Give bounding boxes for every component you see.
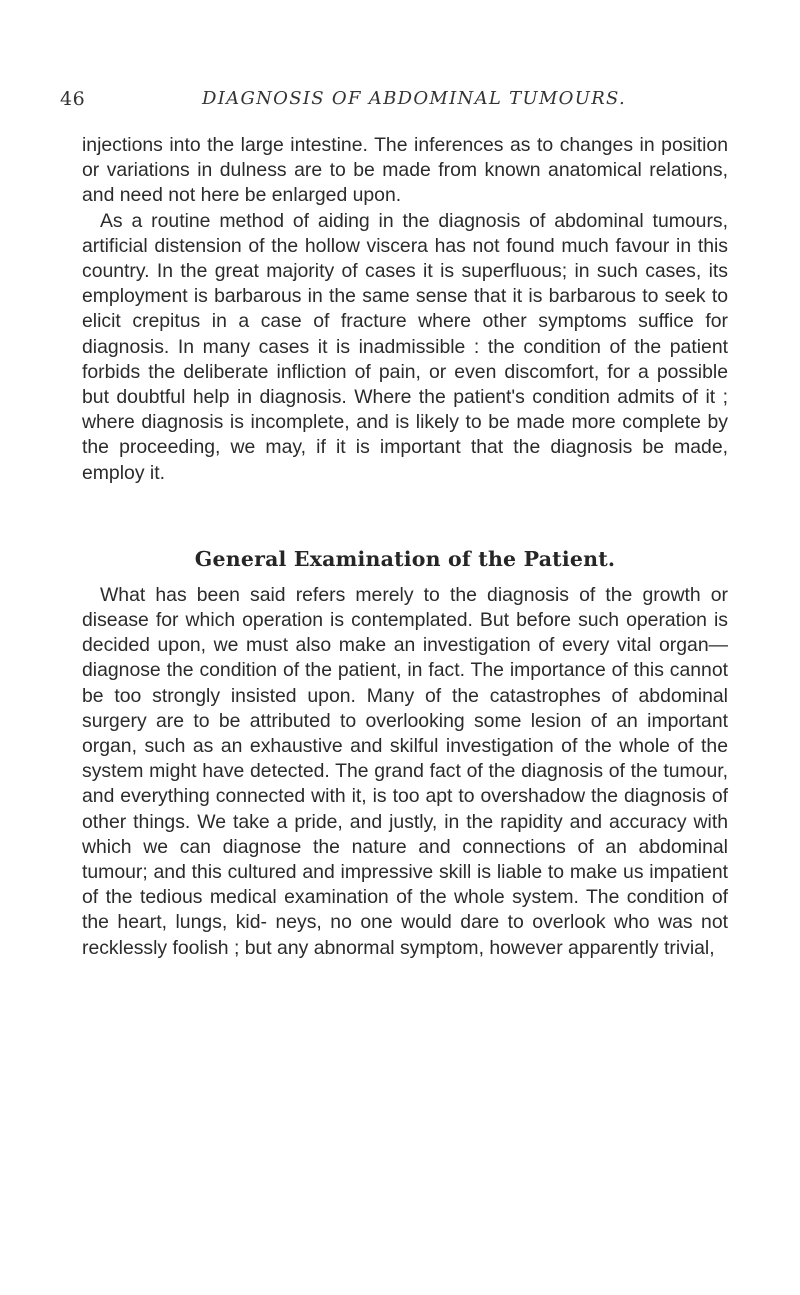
running-head — [60, 88, 728, 116]
book-page — [60, 88, 728, 961]
paragraph-continued: injections into the large intestine. The inferences as to changes in position or variations in dulness are to be made from known anatomical relations, and need not here be enlarged upon. — [82, 134, 728, 207]
paragraph-general-examination: What has been said refers merely to the diagnosis of the growth or disease for which operation is contemplated. But before such operation is decided upon, we must also make an investigation of every vital organ—diagnose the condition of the patient, in fact. The importance of this cannot be too strongly insisted upon. Many of the catastrophes of abdominal surgery are to be attributed to overlooking some lesion of an important organ, such as an exhaustive and skilful investigation of the whole of the system might have detected. The grand fact of the diagnosis of the tumour, and everything connected with it, is too apt to overshadow the diagnosis of other things. We take a pride, and justly, in the rapidity and accuracy with which we can diagnose the nature and connections of an abdominal tumour; and this cultured and impressive skill is liable to make us impatient of the tedious medical examination of the whole system. The condition of the heart, lungs, kid- neys, no one would dare to overlook who was not recklessly foolish ; but any abnormal symptom, however apparently trivial, — [82, 583, 728, 959]
section-heading: General Examination of the Patient. — [194, 546, 616, 571]
running-title: DIAGNOSIS OF ABDOMINAL TUMOURS. — [202, 88, 627, 109]
page-number: 46 — [60, 88, 86, 110]
paragraph-artificial-distension: As a routine method of aiding in the diagnosis of abdominal tumours, artificial distension of the hollow viscera has not found much favour in this country. In the great majority of cases it is superfluous; in such cases, its employment is barbarous in the same sense that it is barbarous to seek to elicit crepitus in a case of fracture where other symptoms suffice for diagnosis. In many cases it is inadmissible : the condition of the patient forbids the deliberate infliction of pain, or even discomfort, for a possible but doubtful help in diagnosis. Where the patient's condition admits of it ; where diagnosis is incomplete, and is likely to be made more complete by the proceeding, we may, if it is important that the diagnosis be made, employ it. — [82, 209, 728, 484]
